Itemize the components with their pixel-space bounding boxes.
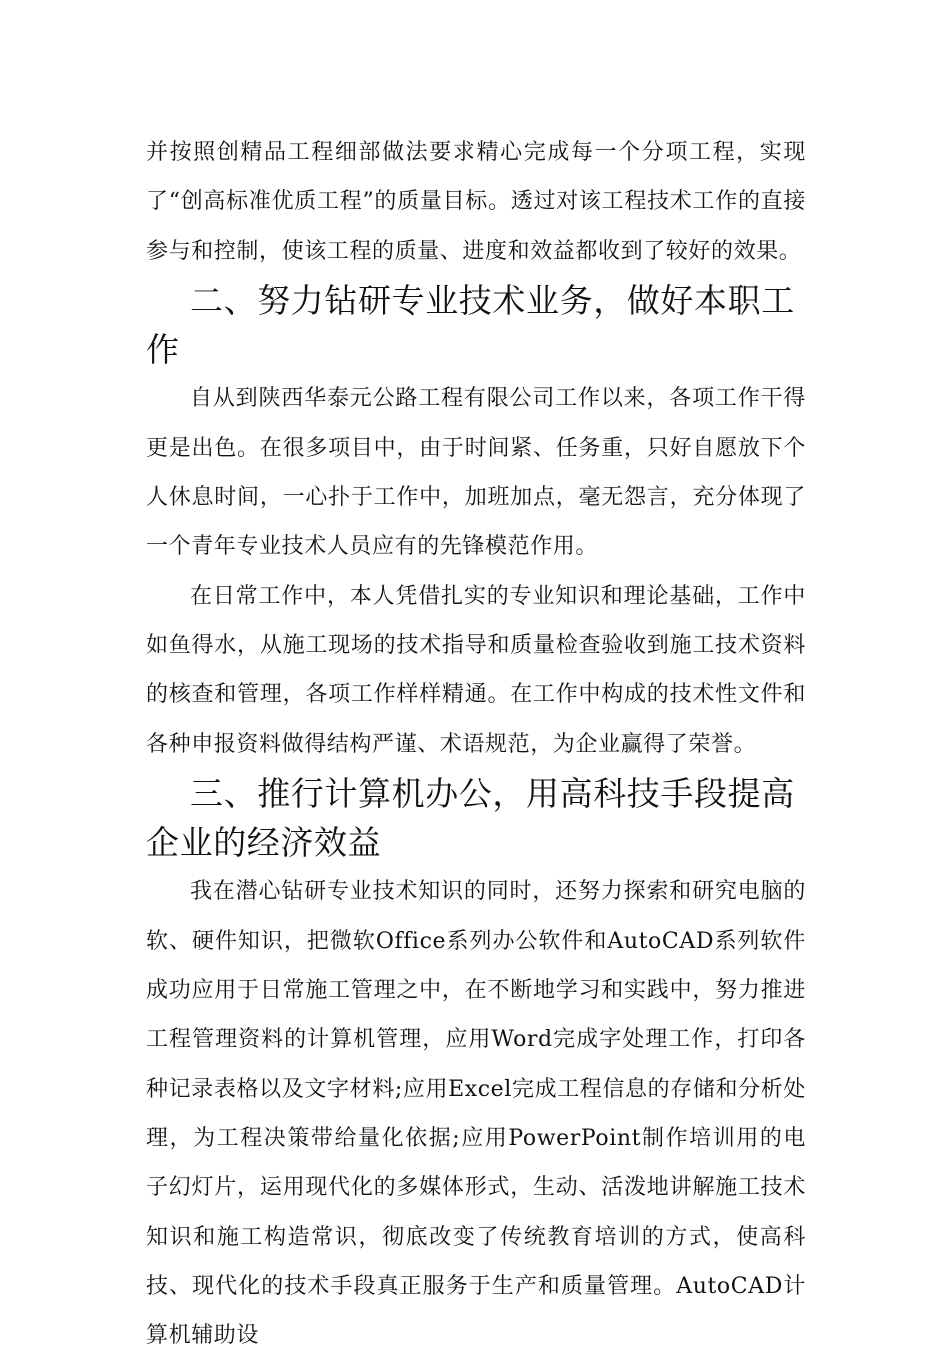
paragraph-computer-office: 我在潜心钻研专业技术知识的同时，还努力探索和研究电脑的软、硬件知识，把微软Office系列办公软件和AutoCAD系列软件成功应用于日常施工管理之中，在不断地学习和实践中，努力推进工程管理资料的计算机管理，应用Word完成字处理工作，打印各种记录表格以及文字材料;应用Excel完成工程信息的存储和分析处理，为工程决策带给量化依据;应用PowerPoint制作培训用的电子幻灯片，运用现代化的多媒体形式，生动、活泼地讲解施工技术知识和施工构造常识，彻底改变了传统教育培训的方式，使高科技、现代化的技术手段真正服务于生产和质量管理。AutoCAD计算机辅助设 xyxy=(146,879,806,1349)
paragraph-intro-continued: 并按照创精品工程细部做法要求精心完成每一个分项工程，实现了“创高标准优质工程”的质量目标。透过对该工程技术工作的直接参与和控制，使该工程的质量、进度和效益都收到了较好的效果。 xyxy=(146,140,806,264)
paragraph-daily-work: 在日常工作中，本人凭借扎实的专业知识和理论基础，工作中如鱼得水，从施工现场的技术指导和质量检查验收到施工技术资料的核查和管理，各项工作样样精通。在工作中构成的技术性文件和各种申报资料做得结构严谨、术语规范，为企业赢得了荣誉。 xyxy=(146,583,806,757)
document-page xyxy=(146,128,806,1360)
paragraph-company-work: 自从到陕西华泰元公路工程有限公司工作以来，各项工作干得更是出色。在很多项目中，由于时间紧、任务重，只好自愿放下个人休息时间，一心扑于工作中，加班加点，毫无怨言，充分体现了一个青年专业技术人员应有的先锋模范作用。 xyxy=(146,386,806,560)
section-heading-2: 二、努力钻研专业技术业务，做好本职工作 xyxy=(146,280,795,370)
section-heading-3: 三、推行计算机办公，用高科技手段提高企业的经济效益 xyxy=(146,773,795,863)
